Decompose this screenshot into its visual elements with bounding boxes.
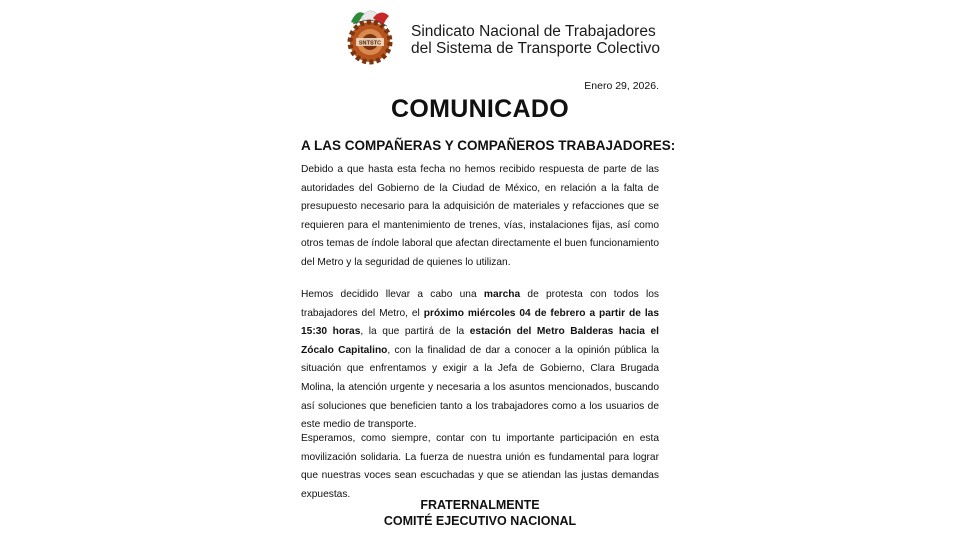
p2-bold-2: próximo miércoles 04 de febrero a partir de las 15:30 horas [301,307,659,338]
svg-text:SNTSTC: SNTSTC [358,40,382,47]
p2-bold-1: marcha [483,289,521,300]
organization-name [411,23,660,57]
org-line-1: Sindicato Nacional de Trabajadores [411,23,656,40]
p2-text-1: Hemos decidido llevar a cabo una [301,289,484,300]
signature-line-2: COMITÉ EJECUTIVO NACIONAL [383,514,577,528]
p2-text-3: , la que partirá de la [360,326,470,338]
p2-text-4: , con la finalidad de dar a conocer a la opinión pública la situación que enfrentamos y exigir a la Jefa de Gobierno, Clara Brugada Molina, la atención urgente y necesaria a los asuntos mencionados, buscando así soluciones que beneficien tanto a los trabajadores como a los usuarios de este medio de transporte. [301,344,660,431]
greeting-heading: A LAS COMPAÑERAS Y COMPAÑEROS TRABAJADORES: [301,138,676,153]
union-logo [341,4,399,66]
paragraph-1: Debido a que hasta esta fecha no hemos recibido respuesta de parte de las autoridades del Gobierno de la Ciudad de México, en relación a la falta de presupuesto necesario para la adquisición de materiales y refacciones que se requieren para el mantenimiento de trenes, vías, instalaciones fijas, así como otros temas de índole laboral que afectan directamente el buen funcionamiento del Metro y la seguridad de quienes lo utilizan. [301,164,659,268]
p2-bold-3: estación del Metro Balderas hacia el Zócalo Capitalino [301,326,659,356]
document-date: Enero 29, 2026. [584,80,659,92]
org-line-2: del Sistema de Transporte Colectivo [411,40,660,57]
signature-line-1: FRATERNALMENTE [420,498,540,512]
document-title: COMUNICADO [391,95,569,123]
p2-text-2: de protesta con todos los trabajadores del Metro, el [301,289,659,319]
paragraph-2 [301,286,659,435]
paragraph-3: Esperamos, como siempre, contar con tu importante participación en esta movilización solidaria. La fuerza de nuestra unión es fundamental para lograr que nuestras voces sean escuchadas y que se atiendan las justas demandas expuestas. [301,433,659,500]
